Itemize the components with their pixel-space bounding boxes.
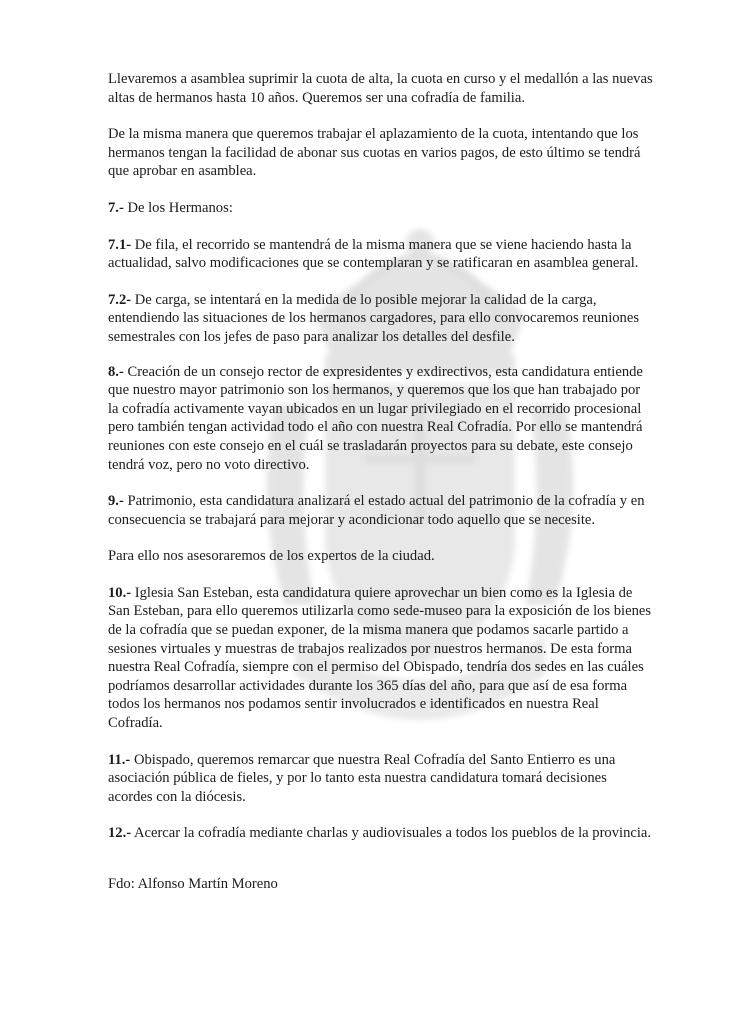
paragraph <box>108 70 653 107</box>
paragraph <box>108 125 653 181</box>
paragraph <box>108 236 653 273</box>
paragraph-text: Creación de un consejo rector de expresidentes y exdirectivos, esta candidatura entiende que nuestro mayor patrimonio son los hermanos, y queremos que los que han trabajado por la cofradía activamente vayan ubicados en un lugar privilegiado en el recorrido procesional pero también tengan actividad todo el año con nuestra Real Cofradía. Por ello se mantendrá reuniones con este consejo en el cuál se trasladarán proyectos para su debate, este consejo tendrá voz, pero no voto directivo. <box>108 363 643 473</box>
paragraph-text: Acercar la cofradía mediante charlas y audiovisuales a todos los pueblos de la provincia. <box>131 825 652 842</box>
paragraph-text: Patrimonio, esta candidatura analizará el estado actual del patrimonio de la cofradía y en consecuencia se trabajará para mejorar y acondicionar todo aquello que se necesite. <box>108 493 645 528</box>
paragraph <box>108 492 653 529</box>
paragraph-number: 10.- <box>108 584 132 601</box>
paragraph <box>108 547 653 566</box>
paragraph-number: 11.- <box>108 751 131 768</box>
paragraph-text: Para ello nos asesoraremos de los expertos de la ciudad. <box>108 548 435 565</box>
paragraph-text: Llevaremos a asamblea suprimir la cuota de alta, la cuota en curso y el medallón a las nuevas altas de hermanos hasta 10 años. Queremos ser una cofradía de familia. <box>108 71 653 106</box>
paragraph-number: 8.- <box>108 363 124 380</box>
paragraph-text: De carga, se intentará en la medida de lo posible mejorar la calidad de la carga, entendiendo las situaciones de los hermanos cargadores, para ello convocaremos reuniones semestrales con los jefes de paso para analizar los detalles del desfile. <box>108 291 640 345</box>
paragraph-number: 7.1- <box>108 236 132 253</box>
paragraph-text: Obispado, queremos remarcar que nuestra Real Cofradía del Santo Entierro es una asociación pública de fieles, y por lo tanto esta nuestra candidatura tomará decisiones acordes con la diócesis. <box>108 751 616 805</box>
paragraph <box>108 363 653 475</box>
paragraph-number: 9.- <box>108 493 124 510</box>
paragraph-text: De la misma manera que queremos trabajar el aplazamiento de la cuota, intentando que los hermanos tengan la facilidad de abonar sus cuotas en varios pagos, de esto último se tendrá que aprobar en asamblea. <box>108 126 641 180</box>
paragraph <box>108 751 653 807</box>
paragraph <box>108 291 653 347</box>
paragraph <box>108 199 653 218</box>
paragraph <box>108 584 653 733</box>
document-body <box>108 70 653 861</box>
paragraph-text: De fila, el recorrido se mantendrá de la misma manera que se viene haciendo hasta la actualidad, salvo modificaciones que se contemplaran y se ratificaran en asamblea general. <box>108 236 639 272</box>
paragraph-text: Iglesia San Esteban, esta candidatura quiere aprovechar un bien como es la Iglesia de San Esteban, para ello queremos utilizarla como sede-museo para la exposición de los bienes de la cofradía que se puedan exponer, de la misma manera que podamos sacarle partido a sesiones virtuales y muestras de trabajos realizados por nuestros hermanos. De esta forma nuestra Real Cofradía, siempre con el permiso del Obispado, tendría dos sedes en las cuáles podríamos desarrollar actividades durante los 365 días del año, para que así de esa forma todos los hermanos nos podamos sentir involucrados e identificados en nuestra Real Cofradía. <box>108 584 652 732</box>
paragraph-number: 12.- <box>108 825 132 842</box>
paragraph-number: 7.- <box>108 199 124 216</box>
paragraph-number: 7.2- <box>108 291 132 308</box>
signature-line: Fdo: Alfonso Martín Moreno <box>108 876 278 892</box>
paragraph <box>108 824 653 843</box>
paragraph-text: De los Hermanos: <box>123 199 233 216</box>
